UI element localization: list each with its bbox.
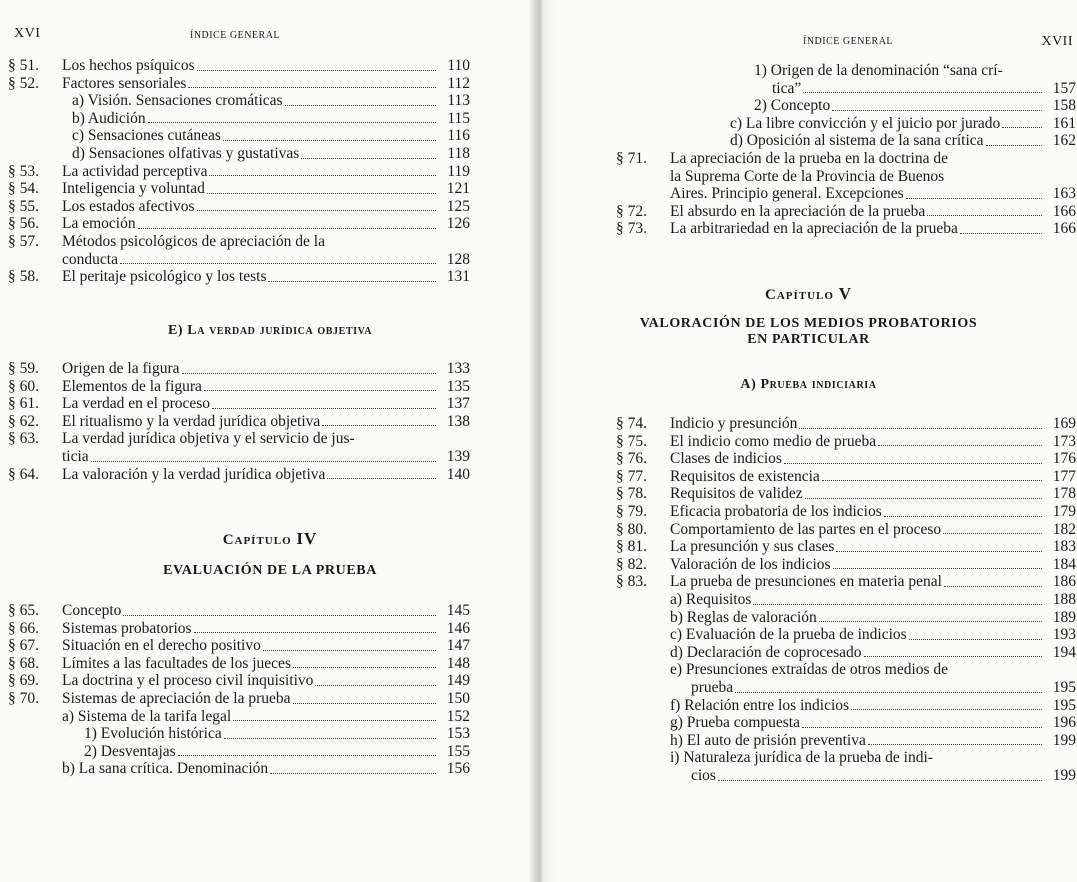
toc-entry-title: b) Audición [72, 109, 146, 127]
toc-entry-title: e) Presunciones extraídas de otros medios de [670, 661, 949, 679]
toc-entry [616, 732, 1076, 750]
toc-page-number: 177 [1052, 467, 1076, 485]
toc-leader-dots [148, 122, 436, 123]
toc-entry-title: Requisitos de validez [670, 485, 803, 503]
toc-leader-dots [224, 738, 436, 739]
toc-page-number: 137 [446, 395, 470, 413]
chapter-title-line2: EN PARTICULAR [747, 332, 870, 347]
toc-page-number: 169 [1052, 415, 1076, 432]
chapter-number: V [838, 284, 852, 303]
toc-entry [616, 503, 1076, 521]
toc-leader-dots [944, 586, 1042, 587]
toc-leader-dots [1002, 127, 1042, 128]
toc-leader-dots [805, 498, 1042, 499]
section-heading-text: E) La verdad jurídica objetiva [167, 323, 373, 338]
toc-entry [8, 110, 470, 128]
toc-entry-title: Eficacia probatoria de los indicios [670, 503, 882, 520]
toc-entry-title: El peritaje psicológico y los tests [62, 268, 267, 286]
toc-entry-title: la Suprema Corte de la Provincia de Buenos [670, 167, 945, 185]
toc-leader-dots [322, 425, 436, 426]
toc-section-number: § 77. [616, 467, 647, 485]
toc-leader-dots [868, 744, 1042, 745]
toc-section-number: § 72. [616, 202, 647, 220]
toc-entry-title: c) La libre convicción y el juicio por jurado [730, 114, 1001, 132]
toc-page-number: 116 [447, 127, 470, 145]
toc-page-number: 155 [446, 742, 470, 760]
toc-page-number: 176 [1052, 450, 1076, 468]
toc-leader-dots [822, 480, 1042, 481]
toc-page-number: 195 [1052, 696, 1076, 714]
page-number: XVI [14, 26, 41, 41]
toc-entry-title: cios [691, 767, 716, 784]
toc-leader-dots [285, 105, 436, 106]
toc-section-number: § 61. [8, 395, 39, 413]
toc-leader-dots [960, 233, 1042, 234]
toc-leader-dots [209, 175, 436, 176]
toc-leader-dots [943, 533, 1042, 534]
toc-entry-title: a) Sistema de la tarifa legal [62, 707, 232, 725]
toc-entry-title: Origen de la figura [62, 360, 180, 377]
toc-entry [8, 215, 470, 233]
toc-leader-dots [293, 703, 436, 704]
toc-entry-title: a) Requisitos [670, 591, 752, 608]
toc-page-number: 126 [446, 215, 470, 233]
toc-page-number: 179 [1052, 503, 1076, 520]
toc-entry-title: d) Declaración de coprocesado [670, 643, 862, 661]
toc-section-number: § 78. [616, 485, 647, 503]
toc-entry [8, 378, 470, 396]
toc-entry [616, 203, 1076, 221]
toc-leader-dots [833, 568, 1042, 569]
section-heading [0, 323, 540, 339]
toc-section-number: § 58. [8, 268, 39, 286]
toc-entry [616, 697, 1076, 715]
toc-entry-title: La presunción y sus clases [670, 538, 835, 556]
toc-section-number: § 67. [8, 637, 39, 655]
toc-leader-dots [327, 478, 436, 479]
toc-leader-dots [836, 551, 1042, 552]
toc-entry-title: La prueba de presunciones en materia penal [670, 573, 942, 591]
toc-page-number: 193 [1052, 626, 1076, 644]
toc-entry [8, 743, 470, 761]
chapter-label-text: Capítulo [222, 532, 292, 548]
toc-page-number: 178 [1052, 485, 1076, 503]
chapter-number: IV [296, 529, 318, 548]
toc-leader-dots [802, 727, 1042, 728]
toc-page-number: 128 [446, 250, 470, 268]
toc-entry-title: Valoración de los indicios [670, 555, 831, 573]
toc-page-number: 186 [1052, 573, 1076, 591]
toc-section-number: § 62. [8, 412, 39, 430]
toc-page-number: 161 [1052, 114, 1076, 132]
toc-entry-title: Elementos de la figura [62, 377, 202, 395]
toc-entry-title: prueba [691, 679, 734, 696]
toc-section-number: § 68. [8, 654, 39, 672]
toc-entry [616, 468, 1076, 486]
toc-leader-dots [293, 667, 436, 668]
toc-entry [8, 655, 470, 673]
toc-entry-title: conducta [62, 250, 118, 268]
toc-entry [8, 413, 470, 431]
toc-page-number: 113 [447, 92, 470, 110]
toc-entry-title: Requisitos de existencia [670, 467, 820, 485]
toc-entry [8, 637, 470, 655]
toc-entry-title: La apreciación de la prueba en la doctrina de [670, 150, 948, 167]
toc-entry [8, 180, 470, 198]
toc-page-number: 189 [1052, 608, 1076, 626]
chapter-label [540, 284, 1077, 304]
toc-entry [616, 62, 1076, 80]
toc-entry-title: 2) Desventajas [84, 742, 176, 760]
toc-entry-title: 1) Evolución histórica [84, 725, 222, 743]
toc-page-number: 157 [1052, 79, 1076, 97]
toc-entry-title: La arbitrariedad en la apreciación de la prueba [670, 220, 958, 238]
toc-page-number: 121 [446, 180, 470, 198]
toc-section-number: § 69. [8, 672, 39, 690]
toc-section-number: § 82. [616, 555, 647, 573]
toc-entry [8, 268, 470, 286]
toc-section-number: § 80. [616, 520, 647, 538]
toc-entry-title: d) Sensaciones olfativas y gustativas [72, 145, 300, 162]
toc-entry [616, 80, 1076, 98]
toc-entry [616, 661, 1076, 679]
toc-page-number: 138 [446, 412, 470, 430]
toc-entry-title: Sistemas probatorios [62, 619, 192, 637]
toc-section-number: § 75. [616, 432, 647, 450]
toc-entry-title: El ritualismo y la verdad jurídica objetiva [62, 412, 321, 430]
toc-leader-dots [270, 773, 436, 774]
toc-entry-title: Aires. Principio general. Excepciones [670, 185, 904, 203]
toc-entry [8, 725, 470, 743]
toc-entry [616, 679, 1076, 697]
toc-leader-dots [194, 632, 436, 633]
toc-page-number: 166 [1052, 220, 1076, 238]
toc-entry-title: f) Relación entre los indicios [670, 696, 850, 714]
toc-section-number: § 64. [8, 465, 39, 483]
toc-leader-dots [718, 780, 1042, 781]
chapter-label-text: Capítulo [765, 287, 834, 303]
toc-page-number: 182 [1052, 520, 1076, 538]
toc-page-number: 166 [1052, 202, 1076, 220]
toc-section-number: § 57. [8, 233, 39, 250]
toc-leader-dots [263, 650, 436, 651]
toc-entry-title: ticia [62, 448, 89, 465]
toc-entry [8, 430, 470, 448]
toc-page-number: 112 [447, 74, 470, 92]
toc-entry-title: a) Visión. Sensaciones cromáticas [72, 92, 283, 110]
toc-entry-title: La actividad perceptiva [62, 162, 208, 180]
toc-entry [616, 714, 1076, 732]
toc-leader-dots [301, 158, 436, 159]
toc-leader-dots [268, 281, 436, 282]
toc-section-number: § 70. [8, 690, 39, 707]
toc-page-number: 146 [446, 619, 470, 637]
toc-page-number: 147 [446, 637, 470, 655]
toc-page-number: 149 [446, 672, 470, 690]
toc-section-number: § 51. [8, 57, 39, 74]
toc-leader-dots [735, 692, 1042, 693]
toc-entry-title: Los estados afectivos [62, 197, 195, 215]
toc-page-number: 152 [446, 707, 470, 725]
toc-entry-title: b) Reglas de valoración [670, 608, 817, 626]
toc-entry [616, 767, 1076, 785]
toc-leader-dots [753, 604, 1042, 605]
toc-entry [616, 132, 1076, 150]
toc-entry [8, 198, 470, 216]
toc-entry [8, 145, 470, 163]
toc-leader-dots [784, 463, 1042, 464]
toc-leader-dots [138, 228, 436, 229]
toc-page-number: 158 [1052, 97, 1076, 115]
toc-page-number: 119 [447, 162, 470, 180]
chapter-label [0, 529, 540, 549]
toc-entry [8, 448, 470, 466]
toc-entry-title: 1) Origen de la denominación “sana crí- [754, 62, 1003, 79]
toc-entry [616, 521, 1076, 539]
right-page [540, 0, 1077, 882]
toc-entry [616, 150, 1076, 168]
toc-section-number: § 55. [8, 197, 39, 215]
toc-section-number: § 76. [616, 450, 647, 468]
toc-page-number: 199 [1052, 767, 1076, 784]
toc-entry-title: La verdad en el proceso [62, 395, 211, 413]
toc-entry [8, 708, 470, 726]
toc-page-number: 125 [446, 197, 470, 215]
toc-entry [616, 626, 1076, 644]
toc-entry-title: c) Evaluación de la prueba de indicios [670, 626, 907, 644]
toc-entry [8, 672, 470, 690]
toc-leader-dots [851, 709, 1042, 710]
toc-page-number: 153 [446, 725, 470, 743]
toc-page-number: 183 [1052, 538, 1076, 556]
toc-page-number: 188 [1052, 591, 1076, 608]
toc-leader-dots [207, 193, 436, 194]
toc-leader-dots [212, 408, 436, 409]
toc-entry [616, 115, 1076, 133]
toc-entry [8, 620, 470, 638]
toc-page-number: 135 [446, 377, 470, 395]
toc-entry [616, 485, 1076, 503]
chapter-title: EVALUACIÓN DE LA PRUEBA [163, 563, 377, 578]
toc-leader-dots [120, 263, 436, 264]
toc-entry [8, 251, 470, 269]
toc-entry-title: Clases de indicios [670, 450, 782, 468]
toc-entry [8, 127, 470, 145]
toc-leader-dots [182, 373, 437, 374]
toc-page-number: 184 [1052, 555, 1076, 573]
toc-leader-dots [197, 70, 436, 71]
toc-leader-dots [223, 140, 436, 141]
toc-page-number: 163 [1052, 185, 1076, 203]
toc-entry-title: Indicio y presunción [670, 415, 798, 432]
toc-section-number: § 74. [616, 415, 647, 432]
toc-leader-dots [878, 445, 1042, 446]
toc-leader-dots [986, 145, 1042, 146]
toc-entry-title: Sistemas de apreciación de la prueba [62, 690, 291, 707]
section-heading [540, 377, 1077, 393]
toc-entry-title: La doctrina y el proceso civil inquisitivo [62, 672, 314, 690]
toc-leader-dots [906, 198, 1042, 199]
toc-leader-dots [884, 516, 1042, 517]
toc-entry [616, 433, 1076, 451]
toc-entry-title: c) Sensaciones cutáneas [72, 127, 221, 145]
toc-leader-dots [233, 720, 436, 721]
toc-page-number: 156 [446, 760, 470, 778]
toc-page-number: 196 [1052, 714, 1076, 732]
toc-leader-dots [123, 615, 436, 616]
toc-section-number: § 56. [8, 215, 39, 233]
toc-entry-title: Concepto [62, 602, 122, 619]
toc-entry [8, 57, 470, 75]
toc-entry-title: b) La sana crítica. Denominación [62, 760, 269, 778]
toc-entry-title: Comportamiento de las partes en el proceso [670, 520, 942, 538]
toc-entry [616, 168, 1076, 186]
toc-page-number: 150 [446, 690, 470, 707]
toc-leader-dots [197, 210, 436, 211]
toc-section-number: § 65. [8, 602, 39, 619]
toc-entry [8, 690, 470, 708]
toc-entry-title: La emoción [62, 215, 136, 233]
toc-entry-title: i) Naturaleza jurídica de la prueba de indi- [670, 749, 933, 767]
toc-entry-title: La verdad jurídica objetiva y el servicio de jus- [62, 430, 355, 448]
toc-entry [8, 75, 470, 93]
toc-page-number: 162 [1052, 132, 1076, 150]
toc-section-number: § 81. [616, 538, 647, 556]
toc-entry [616, 97, 1076, 115]
toc-page-number: 148 [446, 654, 470, 672]
toc-leader-dots [909, 639, 1042, 640]
toc-entry-title: h) El auto de prisión preventiva [670, 731, 866, 749]
toc-entry-title: Límites a las facultades de los jueces [62, 654, 291, 672]
toc-leader-dots [832, 110, 1042, 111]
toc-page-number: 115 [447, 109, 470, 127]
toc-section-number: § 79. [616, 503, 647, 520]
running-title: ÍNDICE GENERAL [190, 30, 281, 41]
running-title: ÍNDICE GENERAL [803, 36, 894, 47]
toc-page-number: 173 [1052, 432, 1076, 450]
toc-entry [8, 760, 470, 778]
toc-leader-dots [819, 621, 1042, 622]
toc-entry-title: Los hechos psíquicos [62, 57, 195, 74]
toc-leader-dots [799, 428, 1042, 429]
toc-page-number: 145 [446, 602, 470, 619]
toc-section-number: § 63. [8, 430, 39, 448]
toc-section-number: § 59. [8, 360, 39, 377]
toc-entry-title: La valoración y la verdad jurídica objetiva [62, 465, 326, 483]
toc-entry [616, 749, 1076, 767]
toc-leader-dots [188, 87, 436, 88]
toc-section-number: § 66. [8, 619, 39, 637]
toc-page-number: 195 [1052, 679, 1076, 696]
toc-entry-title: Inteligencia y voluntad [62, 180, 205, 198]
toc-entry-title: d) Oposición al sistema de la sana crítica [730, 132, 984, 150]
toc-entry [8, 163, 470, 181]
toc-section-number: § 73. [616, 220, 647, 238]
toc-entry-title: Factores sensoriales [62, 74, 187, 92]
toc-leader-dots [927, 215, 1042, 216]
toc-entry [8, 92, 470, 110]
toc-entry [616, 644, 1076, 662]
toc-section-number: § 52. [8, 74, 39, 92]
section-heading-text: A) Prueba indiciaria [740, 377, 877, 392]
toc-section-number: § 53. [8, 162, 39, 180]
toc-page-number: 131 [446, 268, 470, 286]
toc-section-number: § 60. [8, 377, 39, 395]
toc-entry [616, 220, 1076, 238]
toc-entry [616, 185, 1076, 203]
toc-section-number: § 54. [8, 180, 39, 198]
toc-entry [8, 233, 470, 251]
toc-section-number: § 83. [616, 573, 647, 591]
toc-page-number: 110 [447, 57, 470, 74]
toc-entry [616, 609, 1076, 627]
toc-page-number: 199 [1052, 731, 1076, 749]
toc-entry-title: Métodos psicológicos de apreciación de la [62, 233, 325, 250]
page-number: XVII [1041, 34, 1073, 49]
toc-leader-dots [803, 92, 1042, 93]
toc-page-number: 194 [1052, 643, 1076, 661]
toc-entry [8, 466, 470, 484]
toc-page-number: 139 [446, 448, 470, 465]
toc-leader-dots [178, 755, 436, 756]
toc-leader-dots [315, 685, 436, 686]
toc-entry [616, 415, 1076, 433]
toc-entry [616, 573, 1076, 591]
toc-entry [8, 602, 470, 620]
toc-leader-dots [91, 461, 436, 462]
toc-entry-title: g) Prueba compuesta [670, 714, 800, 732]
toc-entry-title: tica” [772, 79, 802, 97]
toc-entry-title: El indicio como medio de prueba [670, 432, 877, 450]
toc-entry [616, 591, 1076, 609]
toc-entry [8, 395, 470, 413]
toc-page-number: 118 [447, 145, 470, 162]
toc-leader-dots [204, 390, 436, 391]
toc-entry-title: 2) Concepto [754, 97, 831, 115]
toc-entry [616, 538, 1076, 556]
toc-leader-dots [864, 656, 1043, 657]
toc-page-number: 133 [446, 360, 470, 377]
toc-entry-title: El absurdo en la apreciación de la prueba [670, 202, 926, 220]
toc-entry [8, 360, 470, 378]
toc-entry [616, 556, 1076, 574]
chapter-title-line1: VALORACIÓN DE LOS MEDIOS PROBATORIOS [639, 316, 978, 331]
toc-page-number: 140 [446, 465, 470, 483]
toc-section-number: § 71. [616, 150, 647, 167]
toc-entry [616, 450, 1076, 468]
toc-entry-title: Situación en el derecho positivo [62, 637, 261, 655]
